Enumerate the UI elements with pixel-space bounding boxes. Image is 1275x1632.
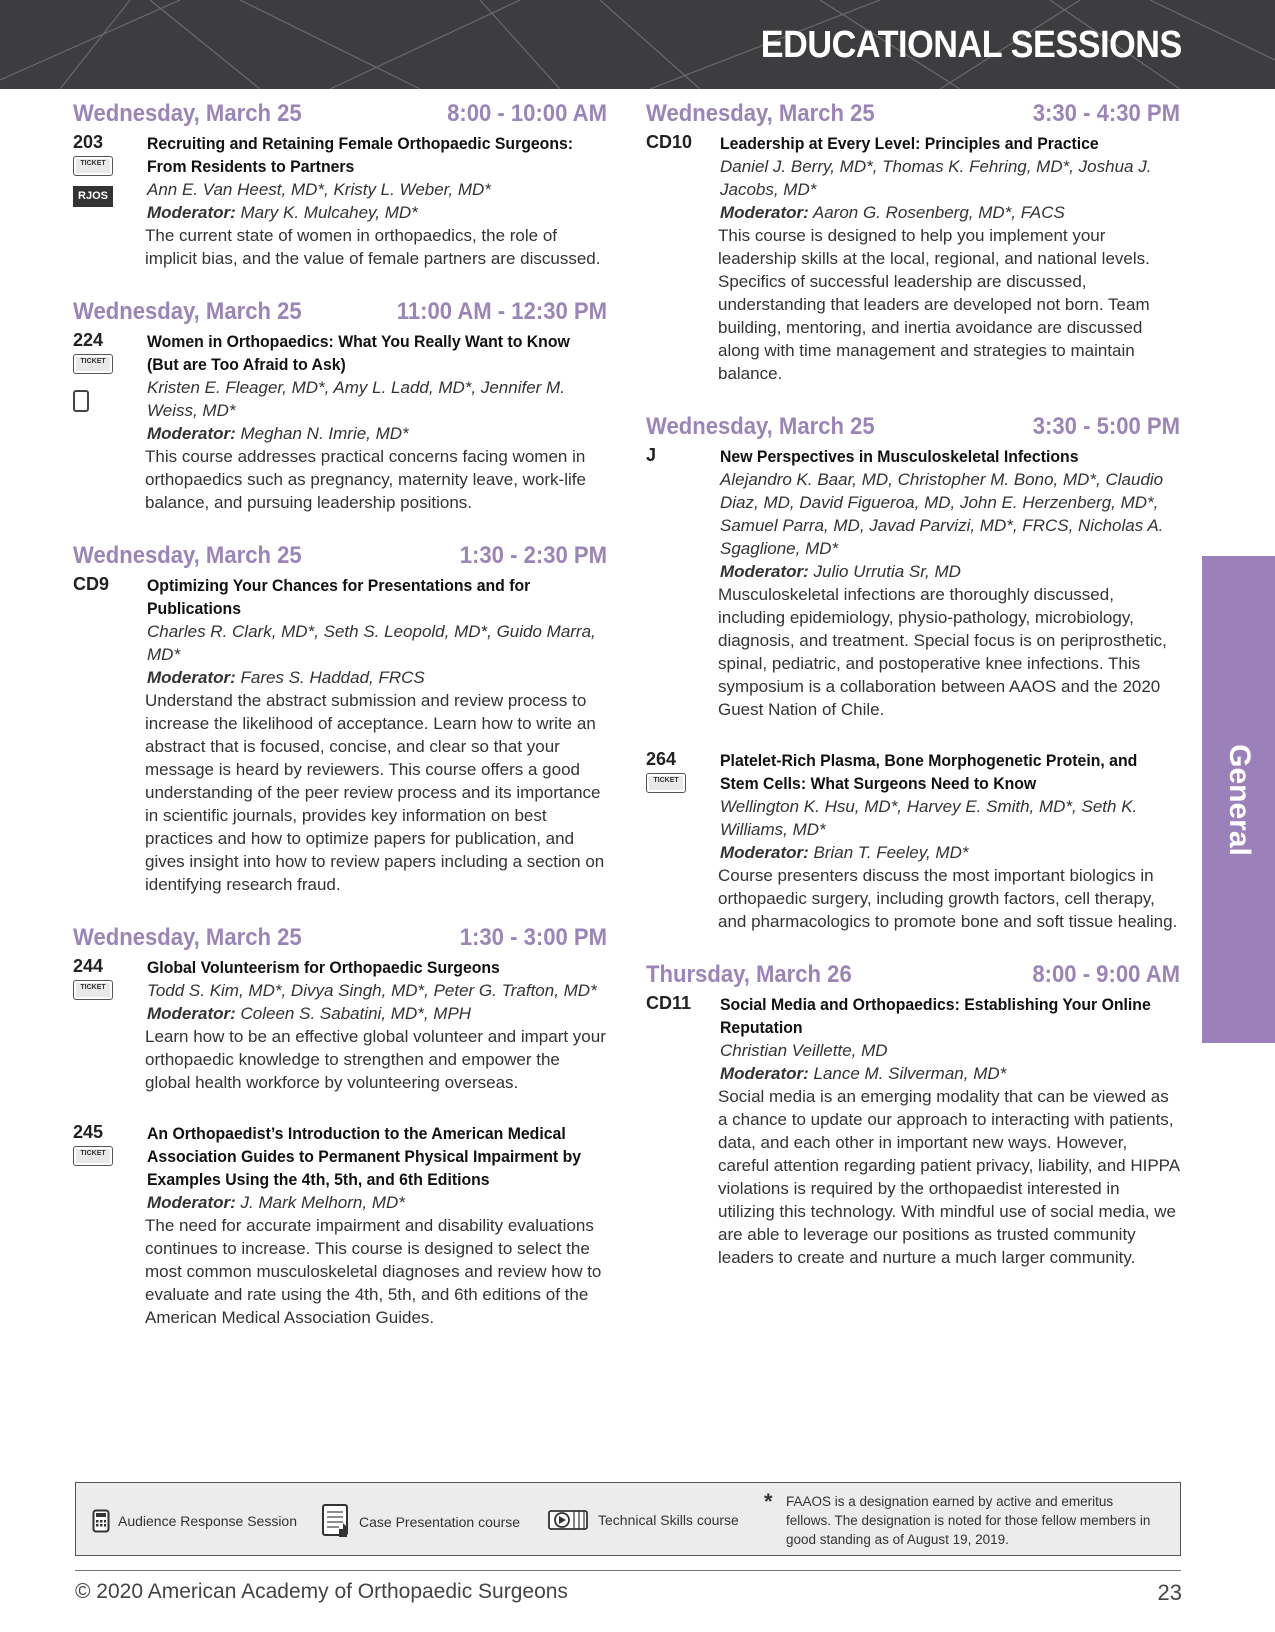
session-code: J xyxy=(646,445,657,465)
moderator-name: Aaron G. Rosenberg, MD*, FACS xyxy=(812,203,1065,222)
slot-date: Wednesday, March 25 xyxy=(646,413,875,440)
copyright: © 2020 American Academy of Orthopaedic Surgeons xyxy=(75,1580,568,1603)
legend-technical xyxy=(548,1509,739,1531)
session-entry xyxy=(646,749,1181,933)
ticket-icon: TICKET xyxy=(73,156,113,176)
ticket-icon: TICKET xyxy=(73,980,113,1000)
footer-divider xyxy=(75,1570,1181,1571)
session-moderator xyxy=(720,841,1181,864)
right-column xyxy=(646,100,1181,1297)
session-entry xyxy=(73,574,608,896)
session-title: Social Media and Orthopaedics: Establishing Your Online Reputation xyxy=(720,995,1151,1037)
session-description: The current state of women in orthopaedics, the role of implicit bias, and the value of female partners are discussed. xyxy=(145,226,601,268)
slot-date: Thursday, March 26 xyxy=(646,961,852,988)
page-header xyxy=(0,0,1275,89)
audience-response-icon xyxy=(92,1509,110,1533)
session-icons xyxy=(73,980,125,1000)
session-code: CD9 xyxy=(73,574,110,594)
session-faculty: Charles R. Clark, MD*, Seth S. Leopold, MD*, Guido Marra, MD* xyxy=(147,622,596,664)
session-description: Musculoskeletal infections are thoroughly discussed, including epidemiology, physio-pathology, microbiology, diagnosis, and treatment. Special focus is on periprosthetic, spinal, pediatric, and postoperative knee infections. This symposium is a collaboration between AAOS and the 2020 Guest Nation of Chile. xyxy=(718,585,1167,719)
moderator-name: Julio Urrutia Sr, MD xyxy=(813,562,961,581)
time-slot-header xyxy=(73,100,607,128)
session-moderator xyxy=(147,201,608,224)
session-title: New Perspectives in Musculoskeletal Infections xyxy=(720,447,1079,466)
session-description: Understand the abstract submission and review process to increase the likelihood of acceptance. Learn how to write an abstract that is focused, concise, and clear so that your message is heard by reviewers. This course offers a good understanding of the peer review process and its importance in scientific journals, provides key information on best practices and how to optimize papers for publication, and gives insight into how to review papers including a section on identifying research fraud. xyxy=(145,691,605,894)
session-description: Course presenters discuss the most important biologics in orthopaedic surgery, including growth factors, cell therapy, and pharmacologics to promote bone and soft tissue healing. xyxy=(718,866,1178,931)
session-code: 203 xyxy=(73,132,104,152)
session-entry xyxy=(73,956,608,1094)
asterisk-icon: * xyxy=(764,1489,773,1514)
ticket-icon: TICKET xyxy=(646,773,686,793)
session-moderator xyxy=(720,1062,1181,1085)
session-code: 245 xyxy=(73,1122,104,1142)
moderator-label: Moderator: xyxy=(147,203,236,222)
legend-note xyxy=(764,1489,1161,1549)
time-slot-header xyxy=(73,542,607,570)
session-entry xyxy=(73,330,608,514)
moderator-label: Moderator: xyxy=(720,1064,809,1083)
ticket-icon: TICKET xyxy=(73,354,113,374)
moderator-label: Moderator: xyxy=(147,424,236,443)
slot-date: Wednesday, March 25 xyxy=(646,100,875,127)
legend-note-text: FAAOS is a designation earned by active and emeritus fellows. The designation is noted for those fellow members in good standing as of August 19, 2019. xyxy=(786,1494,1151,1547)
session-icons xyxy=(73,354,125,412)
moderator-name: Meghan N. Imrie, MD* xyxy=(240,424,409,443)
session-faculty: Todd S. Kim, MD*, Divya Singh, MD*, Peter G. Trafton, MD* xyxy=(147,981,597,1000)
session-code: 224 xyxy=(73,330,104,350)
session-title: Global Volunteerism for Orthopaedic Surgeons xyxy=(147,958,500,977)
legend-ars-label: Audience Response Session xyxy=(118,1513,298,1529)
audience-response-icon xyxy=(73,390,89,412)
moderator-label: Moderator: xyxy=(147,668,236,687)
time-slot-header xyxy=(646,413,1180,441)
slot-time: 8:00 - 10:00 AM xyxy=(447,100,608,127)
moderator-label: Moderator: xyxy=(720,843,809,862)
session-description: The need for accurate impairment and disability evaluations continues to increase. This course is designed to select the most common musculoskeletal diagnoses and review how to evaluate and rate using the 4th, 5th, and 6th editions of the American Medical Association Guides. xyxy=(145,1216,602,1327)
session-title: An Orthopaedist’s Introduction to the American Medical Association Guides to Permanent Physical Impairment by Examples Using the 4th, 5th, and 6th Editions xyxy=(147,1124,582,1189)
session-faculty: Ann E. Van Heest, MD*, Kristy L. Weber, MD* xyxy=(147,180,491,199)
time-slot-header xyxy=(646,100,1180,128)
slot-time: 1:30 - 3:00 PM xyxy=(459,924,608,951)
session-entry xyxy=(646,445,1181,721)
session-faculty: Christian Veillette, MD xyxy=(720,1041,888,1060)
page-number: 23 xyxy=(1157,1580,1182,1605)
session-faculty: Alejandro K. Baar, MD, Christopher M. Bono, MD*, Claudio Diaz, MD, David Figueroa, MD, John E. Herzenberg, MD*, Samuel Parra, MD, Javad Parvizi, MD*, FRCS, Nicholas A. Sgaglione, MD* xyxy=(720,470,1164,558)
technical-skills-icon xyxy=(548,1509,588,1531)
slot-time: 8:00 - 9:00 AM xyxy=(1032,961,1181,988)
moderator-name: Coleen S. Sabatini, MD*, MPH xyxy=(240,1004,472,1023)
session-faculty: Kristen E. Fleager, MD*, Amy L. Ladd, MD*, Jennifer M. Weiss, MD* xyxy=(147,378,565,420)
moderator-label: Moderator: xyxy=(147,1193,236,1212)
moderator-label: Moderator: xyxy=(720,562,809,581)
session-moderator xyxy=(147,422,608,445)
left-column xyxy=(73,100,608,1357)
session-code: 244 xyxy=(73,956,104,976)
moderator-name: J. Mark Melhorn, MD* xyxy=(240,1193,405,1212)
session-entry xyxy=(73,132,608,270)
session-description: This course is designed to help you implement your leadership skills at the local, regional, and national levels. Specifics of successful leadership are discussed, understanding that leaders are developed not born. Team building, mentoring, and inertia avoidance are discussed along with time management and strategies to maintain balance. xyxy=(718,226,1150,383)
legend-technical-label: Technical Skills course xyxy=(598,1512,739,1528)
session-moderator xyxy=(720,201,1181,224)
moderator-name: Lance M. Silverman, MD* xyxy=(813,1064,1007,1083)
slot-time: 3:30 - 5:00 PM xyxy=(1032,413,1181,440)
rjos-badge: RJOS xyxy=(73,186,113,207)
session-title: Optimizing Your Chances for Presentations and for Publications xyxy=(147,576,531,618)
slot-time: 3:30 - 4:30 PM xyxy=(1032,100,1181,127)
session-code: CD10 xyxy=(646,132,693,152)
slot-date: Wednesday, March 25 xyxy=(73,298,302,325)
page-title: EDUCATIONAL SESSIONS xyxy=(760,24,1182,66)
session-icons xyxy=(646,773,698,793)
moderator-name: Mary K. Mulcahey, MD* xyxy=(240,203,418,222)
session-moderator xyxy=(147,1191,608,1214)
session-moderator xyxy=(147,666,608,689)
session-description: This course addresses practical concerns facing women in orthopaedics such as pregnancy, maternity leave, work-life balance, and pursuing leadership positions. xyxy=(145,447,586,512)
time-slot-header xyxy=(646,961,1180,989)
session-entry xyxy=(646,132,1181,385)
session-code: 264 xyxy=(646,749,677,769)
session-description: Learn how to be an effective global volunteer and impart your orthopaedic knowledge to strengthen and empower the global health workforce by volunteering overseas. xyxy=(145,1027,606,1092)
slot-time: 1:30 - 2:30 PM xyxy=(459,542,608,569)
slot-time: 11:00 AM - 12:30 PM xyxy=(396,298,608,325)
legend-case xyxy=(321,1503,520,1541)
session-title: Recruiting and Retaining Female Orthopaedic Surgeons: From Residents to Partners xyxy=(147,134,574,176)
slot-date: Wednesday, March 25 xyxy=(73,542,302,569)
legend xyxy=(75,1482,1181,1556)
section-tab-label: General xyxy=(1222,743,1256,856)
time-slot-header xyxy=(73,924,607,952)
session-moderator xyxy=(720,560,1181,583)
session-title: Platelet-Rich Plasma, Bone Morphogenetic Protein, and Stem Cells: What Surgeons Need to Know xyxy=(720,751,1138,793)
session-title: Women in Orthopaedics: What You Really Want to Know (But are Too Afraid to Ask) xyxy=(147,332,570,374)
session-title: Leadership at Every Level: Principles and Practice xyxy=(720,134,1099,153)
slot-date: Wednesday, March 25 xyxy=(73,924,302,951)
ticket-icon: TICKET xyxy=(73,1146,113,1166)
session-faculty: Wellington K. Hsu, MD*, Harvey E. Smith, MD*, Seth K. Williams, MD* xyxy=(720,797,1138,839)
session-icons xyxy=(73,156,125,207)
session-code: CD11 xyxy=(646,993,692,1013)
session-moderator xyxy=(147,1002,608,1025)
session-description: Social media is an emerging modality that can be viewed as a chance to update our approach to interacting with patients, data, and each other in important new ways. However, careful attention regarding patient privacy, liability, and HIPPA violations is required by the orthopaedist interested in utilizing this technology. With mindful use of social media, we are able to leverage our positions as trusted community leaders to create and nurture a much larger community. xyxy=(718,1087,1180,1267)
session-entry xyxy=(73,1122,608,1329)
legend-case-label: Case Presentation course xyxy=(359,1514,521,1530)
slot-date: Wednesday, March 25 xyxy=(73,100,302,127)
legend-ars xyxy=(92,1509,297,1533)
session-faculty: Daniel J. Berry, MD*, Thomas K. Fehring, MD*, Joshua J. Jacobs, MD* xyxy=(720,157,1152,199)
moderator-label: Moderator: xyxy=(720,203,809,222)
moderator-name: Brian T. Feeley, MD* xyxy=(813,843,969,862)
moderator-name: Fares S. Haddad, FRCS xyxy=(240,668,425,687)
time-slot-header xyxy=(73,298,607,326)
moderator-label: Moderator: xyxy=(147,1004,236,1023)
section-tab xyxy=(1202,556,1275,1043)
session-icons xyxy=(73,1146,125,1166)
session-entry xyxy=(646,993,1181,1269)
case-presentation-icon xyxy=(321,1503,351,1541)
